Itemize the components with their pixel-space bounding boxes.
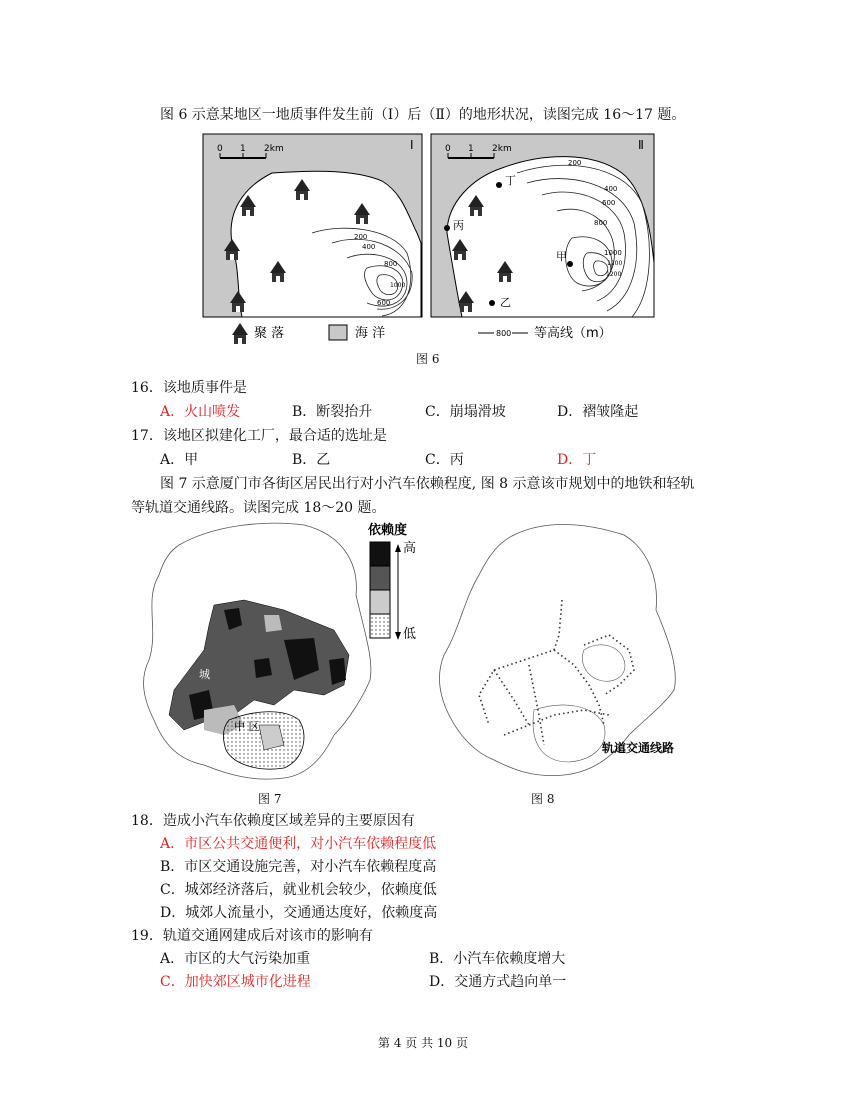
panel-ii-label: Ⅱ bbox=[638, 138, 644, 152]
q17-option-a: A．甲 bbox=[160, 452, 199, 468]
label-center: 中 区 bbox=[234, 720, 260, 733]
svg-text:200: 200 bbox=[354, 233, 368, 241]
point-bing: 丙 bbox=[453, 219, 464, 232]
ocean-legend-swatch bbox=[329, 325, 347, 340]
fig6-caption: 图 6 bbox=[416, 352, 440, 366]
settlement-icon bbox=[232, 323, 248, 344]
svg-text:1000: 1000 bbox=[604, 249, 622, 257]
label-suburb: 城 bbox=[199, 668, 210, 681]
q18-option-d: D．城郊人流量小，交通通达度好，依赖度高 bbox=[160, 905, 438, 921]
intro-q16-17: 图 6 示意某地区一地质事件发生前（Ⅰ）后（Ⅱ）的地形状况，读图完成 16～17 题。 bbox=[160, 107, 686, 123]
svg-text:800: 800 bbox=[496, 329, 512, 338]
svg-text:0: 0 bbox=[445, 144, 451, 154]
svg-text:1: 1 bbox=[468, 144, 474, 154]
svg-text:400: 400 bbox=[362, 243, 376, 251]
fig7-caption: 图 7 bbox=[258, 792, 282, 806]
q16-stem: 16．该地质事件是 bbox=[131, 380, 247, 396]
q16-option-d: D．褶皱隆起 bbox=[557, 404, 639, 420]
legend-contour: 等高线（m） bbox=[534, 326, 612, 341]
q18-option-a: A．市区公共交通便利，对小汽车依赖程度低 bbox=[160, 836, 437, 852]
panel-i-label: Ⅰ bbox=[410, 138, 414, 152]
q19-stem: 19．轨道交通网建成后对该市的影响有 bbox=[131, 928, 373, 944]
q19-option-d: D．交通方式趋向单一 bbox=[429, 974, 567, 990]
q19-option-b: B．小汽车依赖度增大 bbox=[429, 951, 566, 967]
svg-text:800: 800 bbox=[384, 260, 398, 268]
q19-option-c: C．加快郊区城市化进程 bbox=[160, 974, 311, 990]
q18-stem: 18．造成小汽车依赖度区域差异的主要原因有 bbox=[131, 813, 415, 829]
scale-0: 0 bbox=[217, 144, 223, 154]
q19-option-a: A．市区的大气污染加重 bbox=[160, 951, 311, 967]
fig8-caption: 图 8 bbox=[531, 792, 555, 806]
intro-q18-20-line2: 等轨道交通线路。读图完成 18～20 题。 bbox=[131, 500, 386, 516]
legend-settlement: 聚 落 bbox=[254, 326, 285, 341]
svg-text:1: 1 bbox=[240, 144, 246, 154]
svg-text:600: 600 bbox=[602, 199, 616, 207]
legend-low: 低 bbox=[403, 627, 417, 642]
fig8-legend: 轨道交通线路 bbox=[602, 741, 675, 755]
svg-text:600: 600 bbox=[377, 299, 391, 307]
svg-text:400: 400 bbox=[604, 185, 618, 193]
figure-8 bbox=[434, 520, 696, 780]
q16-option-c: C．崩塌滑坡 bbox=[425, 404, 506, 420]
legend-high: 高 bbox=[403, 541, 417, 556]
svg-text:1000: 1000 bbox=[390, 282, 406, 289]
q16-option-a: A．火山喷发 bbox=[160, 404, 241, 420]
figure-6 bbox=[202, 133, 662, 348]
q17-option-c: C．丙 bbox=[425, 452, 464, 468]
svg-text:200: 200 bbox=[568, 159, 582, 167]
svg-text:2km: 2km bbox=[264, 144, 284, 154]
point-jia: 甲 bbox=[556, 250, 567, 263]
legend-ocean: 海 洋 bbox=[355, 326, 386, 341]
point-ding: 丁 bbox=[505, 174, 516, 187]
figure-7 bbox=[134, 520, 424, 788]
q18-option-c: C．城郊经济落后，就业机会较少，依赖度低 bbox=[160, 882, 437, 898]
q18-option-b: B．市区交通设施完善，对小汽车依赖程度高 bbox=[160, 859, 437, 875]
svg-text:1200: 1200 bbox=[606, 271, 622, 278]
point-yi: 乙 bbox=[500, 296, 511, 309]
svg-text:800: 800 bbox=[594, 219, 608, 227]
q17-option-b: B．乙 bbox=[292, 452, 331, 468]
fig7-legend-title: 依赖度 bbox=[368, 523, 408, 538]
svg-text:2km: 2km bbox=[492, 144, 512, 154]
q17-stem: 17．该地区拟建化工厂，最合适的选址是 bbox=[131, 428, 387, 444]
q17-option-d: D．丁 bbox=[557, 452, 597, 468]
svg-text:1200: 1200 bbox=[607, 260, 623, 267]
q16-option-b: B．断裂抬升 bbox=[292, 404, 373, 420]
page-footer: 第 4 页 共 10 页 bbox=[378, 1036, 468, 1050]
intro-q18-20-line1: 图 7 示意厦门市各街区居民出行对小汽车依赖程度, 图 8 示意该市规划中的地铁和轻轨 bbox=[160, 476, 695, 492]
